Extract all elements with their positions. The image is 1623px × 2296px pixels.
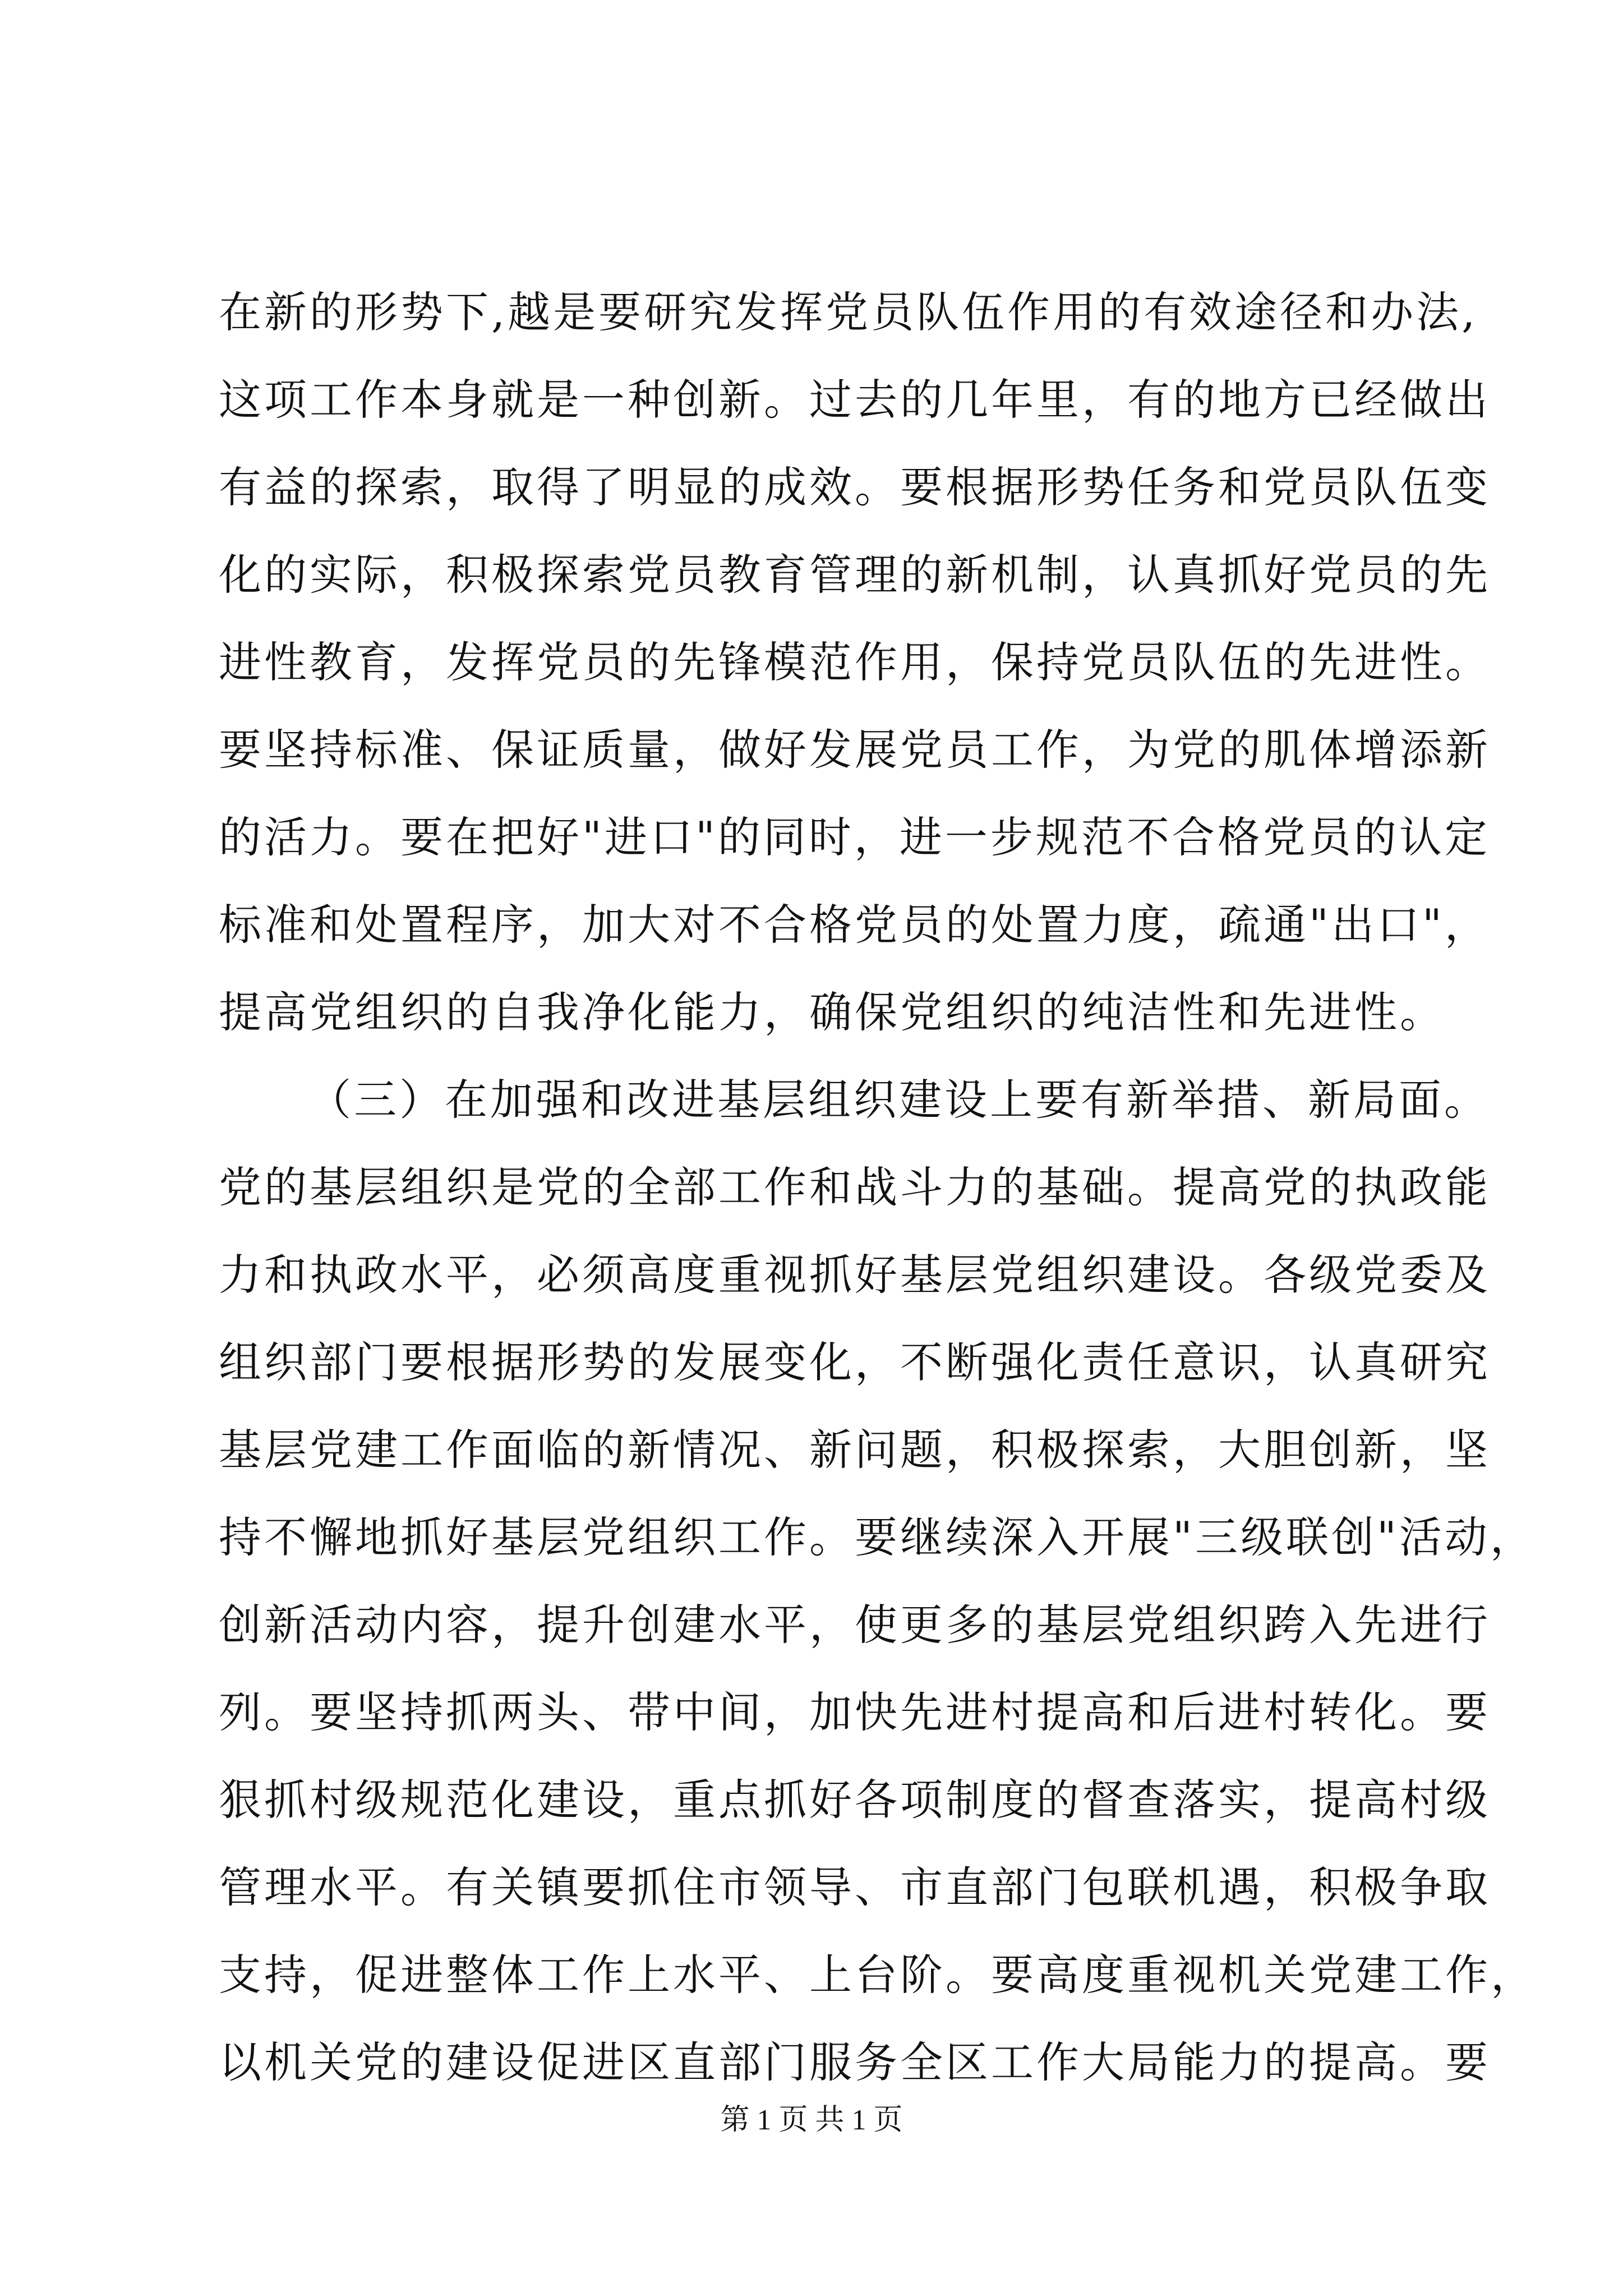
- text-line: 基层党建工作面临的新情况、新问题，积极探索，大胆创新，坚: [219, 1425, 1491, 1475]
- text-line: 支持，促进整体工作上水平、上台阶。要高度重视机关党建工作，: [219, 1950, 1536, 2000]
- text-line: 进性教育，发挥党员的先锋模范作用，保持党员队伍的先进性。: [219, 637, 1491, 687]
- text-line: 有益的探索，取得了明显的成效。要根据形势任务和党员队伍变: [219, 462, 1491, 512]
- page-number-footer: 第 1 页 共 1 页: [720, 2104, 903, 2136]
- text-line: 标准和处置程序，加大对不合格党员的处置力度，疏通"出口"，: [219, 900, 1490, 950]
- text-line: 以机关党的建设促进区直部门服务全区工作大局能力的提高。要: [219, 2037, 1491, 2087]
- text-line: 持不懈地抓好基层党组织工作。要继续深入开展"三级联创"活动，: [219, 1512, 1536, 1562]
- text-line: 创新活动内容，提升创建水平，使更多的基层党组织跨入先进行: [219, 1600, 1491, 1650]
- text-line: 组织部门要根据形势的发展变化，不断强化责任意识，认真研究: [219, 1337, 1491, 1387]
- text-line: 提高党组织的自我净化能力，确保党组织的纯洁性和先进性。: [219, 987, 1445, 1037]
- text-line: 要坚持标准、保证质量，做好发展党员工作，为党的肌体增添新: [219, 725, 1491, 775]
- text-line: 这项工作本身就是一种创新。过去的几年里，有的地方已经做出: [219, 375, 1491, 425]
- text-line: 在新的形势下,越是要研究发挥党员队伍作用的有效途径和办法,: [219, 287, 1478, 337]
- text-line: 管理水平。有关镇要抓住市领导、市直部门包联机遇，积极争取: [219, 1862, 1491, 1912]
- text-line: 党的基层组织是党的全部工作和战斗力的基础。提高党的执政能: [219, 1162, 1491, 1212]
- section-heading: （三）在加强和改进基层组织建设上要有新举措、新局面。: [308, 1075, 1490, 1125]
- text-line: 的活力。要在把好"进口"的同时，进一步规范不合格党员的认定: [219, 812, 1490, 862]
- text-line: 列。要坚持抓两头、带中间，加快先进村提高和后进村转化。要: [219, 1687, 1491, 1737]
- text-line: 化的实际，积极探索党员教育管理的新机制，认真抓好党员的先: [219, 550, 1491, 600]
- text-line: 狠抓村级规范化建设，重点抓好各项制度的督查落实，提高村级: [219, 1775, 1491, 1825]
- text-line: 力和执政水平，必须高度重视抓好基层党组织建设。各级党委及: [219, 1250, 1491, 1300]
